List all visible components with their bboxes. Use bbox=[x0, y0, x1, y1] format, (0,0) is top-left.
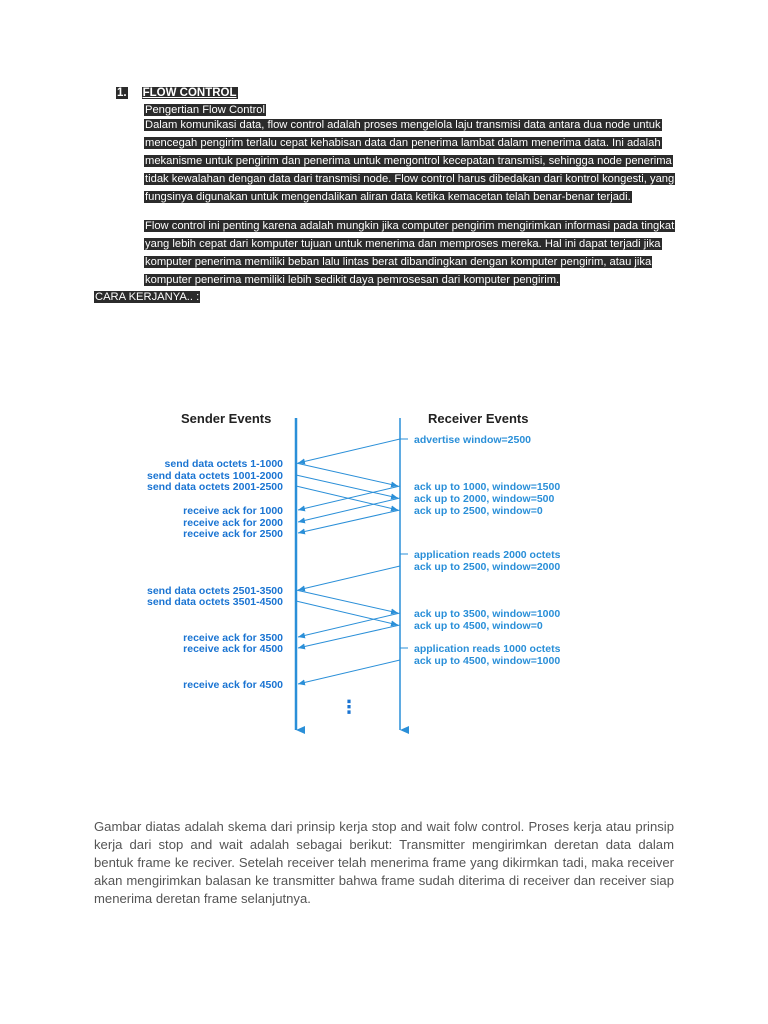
ellipsis: ⋮ bbox=[340, 697, 358, 718]
message-arrow bbox=[298, 613, 400, 637]
message-arrow bbox=[296, 463, 398, 486]
how-it-works-text: CARA KERJANYA.. : bbox=[95, 291, 200, 303]
sender-label: receive ack for 2000 bbox=[183, 517, 283, 529]
sender-label: receive ack for 4500 bbox=[183, 643, 283, 655]
sender-events-title: Sender Events bbox=[181, 411, 272, 426]
receiver-label: ack up to 2500, window=0 bbox=[414, 505, 543, 517]
receiver-label: ack up to 1000, window=1500 bbox=[414, 481, 561, 493]
message-arrow bbox=[296, 475, 398, 498]
paragraph-1 bbox=[144, 115, 679, 205]
receiver-label: application reads 1000 octets bbox=[414, 643, 561, 655]
sender-label: send data octets 2001-2500 bbox=[147, 481, 283, 493]
subtitle-text: Pengertian Flow Control bbox=[145, 104, 266, 116]
sender-label: receive ack for 3500 bbox=[183, 632, 283, 644]
receiver-label: ack up to 2000, window=500 bbox=[414, 493, 555, 505]
message-arrow bbox=[298, 660, 400, 684]
receiver-label: ack up to 2500, window=2000 bbox=[414, 561, 561, 573]
receiver-events-title: Receiver Events bbox=[428, 411, 529, 426]
diagram-description: Gambar diatas adalah skema dari prinsip kerja stop and wait folw control. Proses kerja atau prinsip kerja dari stop and wait adalah sebagai berikut: Transmitter mengirimkan deretan data dalam bentuk frame ke reciver. Setelah receiver telah menerima frame yang dikirmkan tadi, maka receiver akan mengirimkan balasan ke transmitter bahwa frame sudah diterima di receiver dan receiver siap menerima deretan frame selanjutnya. bbox=[94, 819, 674, 906]
message-arrow bbox=[298, 510, 400, 533]
sender-label: send data octets 1-1000 bbox=[164, 458, 283, 470]
receiver-label: advertise window=2500 bbox=[414, 434, 532, 446]
message-arrow bbox=[298, 625, 400, 648]
message-arrow bbox=[298, 439, 400, 463]
section-heading bbox=[116, 86, 238, 101]
sender-label: send data octets 3501-4500 bbox=[147, 596, 283, 608]
section-title: FLOW CONTROL bbox=[142, 87, 237, 99]
message-arrow bbox=[296, 590, 398, 613]
sender-label: send data octets 1001-2000 bbox=[147, 470, 283, 482]
paragraph-2-text: Flow control ini penting karena adalah mungkin jika computer pengirim mengirimkan informasi pada tingkat yang lebih cepat dari komputer tujuan untuk menerima dan memproses mereka. Hal ini dapat terjadi jika komputer penerima memiliki beban lalu lintas berat dibandingkan dengan komputer pengirim, atau jika komputer penerima memiliki lebih sedikit daya pemrosesan dari komputer pengirim. bbox=[145, 220, 675, 286]
flow-control-diagram bbox=[130, 400, 590, 740]
sender-label: receive ack for 2500 bbox=[183, 528, 283, 540]
message-arrow bbox=[298, 498, 400, 522]
receiver-label: ack up to 4500, window=0 bbox=[414, 620, 543, 632]
paragraph-1-text: Dalam komunikasi data, flow control adalah proses mengelola laju transmisi data antara dua node untuk mencegah pengirim terlalu cepat kehabisan data dan penerima lambat dalam menerima data. Ini adalah mekanisme untuk pengirim dan penerima untuk mengontrol kecepatan transmisi, sehingga node penerima tidak kewalahan dengan data dari transmisi node. Flow control harus dibedakan dari kontrol kongesti, yang fungsinya digunakan untuk mengendalikan aliran data ketika kemacetan telah benar-benar terjadi. bbox=[145, 119, 675, 203]
sender-label: receive ack for 1000 bbox=[183, 505, 283, 517]
message-arrow bbox=[296, 601, 398, 625]
receiver-label: ack up to 3500, window=1000 bbox=[414, 608, 561, 620]
sender-label: receive ack for 4500 bbox=[183, 679, 283, 691]
sender-label: send data octets 2501-3500 bbox=[147, 585, 283, 597]
message-arrow bbox=[298, 566, 400, 590]
paragraph-2 bbox=[144, 216, 679, 288]
receiver-label: application reads 2000 octets bbox=[414, 549, 561, 561]
how-it-works-label bbox=[94, 287, 200, 305]
receiver-label: ack up to 4500, window=1000 bbox=[414, 655, 561, 667]
section-number: 1. bbox=[117, 87, 127, 99]
